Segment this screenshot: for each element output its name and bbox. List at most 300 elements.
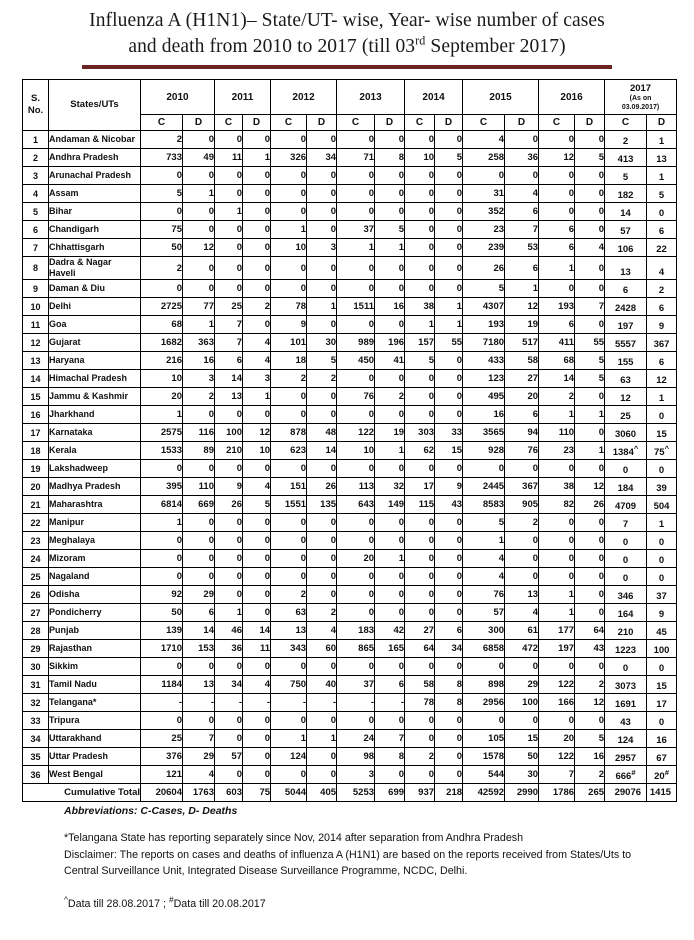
deaths-cell: 0 — [243, 221, 271, 239]
deaths-cell: 0 — [435, 167, 463, 185]
deaths-cell: 76 — [505, 442, 539, 460]
deaths-cell: 0 — [243, 203, 271, 221]
deaths-cell: 0 — [243, 460, 271, 478]
cases-cell: 0 — [271, 550, 307, 568]
cases-cell: 0 — [405, 460, 435, 478]
cases-cell: 0 — [215, 280, 243, 298]
row-state-name: Bihar — [49, 203, 141, 221]
cases-cell: 100 — [215, 424, 243, 442]
header-cases-2016: C — [539, 115, 575, 131]
deaths-cell: 2 — [575, 766, 605, 784]
cases-cell: 57 — [215, 748, 243, 766]
cases-cell: 71 — [337, 149, 375, 167]
deaths-cell: 0 — [435, 604, 463, 622]
deaths-cell: 0 — [307, 460, 337, 478]
deaths-cell: 4 — [505, 604, 539, 622]
deaths-cell: 0 — [243, 568, 271, 586]
cases-cell: 0 — [141, 532, 183, 550]
deaths-cell: 0 — [647, 203, 677, 221]
cases-cell: 1 — [539, 586, 575, 604]
cases-cell: 0 — [337, 316, 375, 334]
deaths-cell: 10 — [243, 442, 271, 460]
row-state-name: Maharashtra — [49, 496, 141, 514]
cases-cell: 0 — [405, 550, 435, 568]
deaths-cell: 40 — [307, 676, 337, 694]
deaths-cell: 58 — [505, 352, 539, 370]
deaths-cell: 0 — [183, 221, 215, 239]
cases-cell: 2445 — [463, 478, 505, 496]
header-serial-no-line1: S. — [31, 93, 40, 104]
cases-cell: 2 — [271, 586, 307, 604]
cases-cell: 0 — [141, 712, 183, 730]
deaths-cell: 0 — [243, 257, 271, 280]
table-row — [23, 149, 677, 167]
cases-cell: 184 — [605, 478, 647, 496]
cases-cell: 0 — [271, 568, 307, 586]
cases-cell: 376 — [141, 748, 183, 766]
cases-cell: 78 — [405, 694, 435, 712]
deaths-cell: 0 — [307, 280, 337, 298]
deaths-cell: 0 — [575, 167, 605, 185]
table-row — [23, 766, 677, 784]
deaths-cell: 0 — [575, 604, 605, 622]
total-deaths-cell: 265 — [575, 784, 605, 802]
deaths-cell: 0 — [435, 550, 463, 568]
cases-cell: 20 — [141, 388, 183, 406]
table-row — [23, 568, 677, 586]
deaths-cell: 0 — [183, 406, 215, 424]
table-row — [23, 550, 677, 568]
row-state-name: Pondicherry — [49, 604, 141, 622]
row-state-name: Karnataka — [49, 424, 141, 442]
deaths-cell: 19 — [375, 424, 405, 442]
row-serial-no: 25 — [23, 568, 49, 586]
cases-cell: 115 — [405, 496, 435, 514]
cases-cell: 326 — [271, 149, 307, 167]
cases-cell: 7180 — [463, 334, 505, 352]
row-serial-no: 1 — [23, 131, 49, 149]
table-row — [23, 496, 677, 514]
deaths-cell: 0 — [375, 167, 405, 185]
deaths-cell: 9 — [647, 604, 677, 622]
deaths-cell: 64 — [575, 622, 605, 640]
deaths-cell: 14 — [183, 622, 215, 640]
cases-cell: 2575 — [141, 424, 183, 442]
table-row — [23, 316, 677, 334]
cases-cell: 2 — [605, 131, 647, 149]
deaths-cell: 8 — [435, 676, 463, 694]
deaths-cell: 0 — [575, 221, 605, 239]
cases-cell: 2725 — [141, 298, 183, 316]
deaths-cell: 0 — [575, 514, 605, 532]
deaths-cell: 0 — [647, 568, 677, 586]
deaths-cell: 0 — [307, 712, 337, 730]
cases-cell: 0 — [337, 167, 375, 185]
deaths-cell: 4 — [307, 622, 337, 640]
cases-cell: 0 — [215, 239, 243, 257]
cases-cell: 544 — [463, 766, 505, 784]
deaths-cell: 0 — [183, 514, 215, 532]
deaths-cell: 0 — [575, 185, 605, 203]
row-serial-no: 19 — [23, 460, 49, 478]
deaths-cell: 12 — [183, 239, 215, 257]
total-cases-cell: 20604 — [141, 784, 183, 802]
row-state-name: Rajasthan — [49, 640, 141, 658]
cases-cell: 50 — [141, 239, 183, 257]
deaths-cell: 0 — [183, 280, 215, 298]
cases-cell: 1 — [271, 221, 307, 239]
cases-cell: 0 — [539, 514, 575, 532]
deaths-cell: 0 — [243, 730, 271, 748]
deaths-cell: 4 — [243, 478, 271, 496]
deaths-cell: 1 — [183, 316, 215, 334]
deaths-cell: 15 — [505, 730, 539, 748]
cases-cell: 14 — [539, 370, 575, 388]
deaths-cell: 1 — [307, 730, 337, 748]
cases-cell: 0 — [405, 221, 435, 239]
row-serial-no: 33 — [23, 712, 49, 730]
table-header — [23, 80, 677, 131]
header-deaths-2013: D — [375, 115, 405, 131]
deaths-cell: 517 — [505, 334, 539, 352]
deaths-cell: 0 — [435, 257, 463, 280]
deaths-cell: 6 — [647, 352, 677, 370]
deaths-cell: 20 — [505, 388, 539, 406]
deaths-cell: 53 — [505, 239, 539, 257]
deaths-cell: 0 — [375, 586, 405, 604]
header-year-2016: 2016 — [539, 80, 605, 115]
cases-cell: 5 — [405, 352, 435, 370]
cases-cell: 105 — [463, 730, 505, 748]
deaths-cell: 20# — [647, 766, 677, 784]
deaths-cell: 0 — [435, 131, 463, 149]
header-cases-2010: C — [141, 115, 183, 131]
deaths-cell: 0 — [307, 550, 337, 568]
deaths-cell: 0 — [575, 658, 605, 676]
cases-cell: 0 — [215, 185, 243, 203]
row-state-name: Meghalaya — [49, 532, 141, 550]
table-row — [23, 334, 677, 352]
cases-cell: 2 — [141, 131, 183, 149]
row-state-name: Tamil Nadu — [49, 676, 141, 694]
row-serial-no: 35 — [23, 748, 49, 766]
deaths-cell: 1 — [505, 280, 539, 298]
cases-cell: 0 — [337, 280, 375, 298]
deaths-cell: 0 — [575, 203, 605, 221]
cases-cell: 0 — [463, 460, 505, 478]
deaths-cell: 1 — [243, 388, 271, 406]
total-cases-cell: 42592 — [463, 784, 505, 802]
cases-cell: 0 — [337, 185, 375, 203]
cases-cell: 50 — [141, 604, 183, 622]
cases-cell: 6858 — [463, 640, 505, 658]
data-table-container — [0, 69, 694, 802]
cases-cell: 989 — [337, 334, 375, 352]
table-row — [23, 131, 677, 149]
deaths-cell: 196 — [375, 334, 405, 352]
cases-cell: 0 — [215, 406, 243, 424]
deaths-cell: 1 — [243, 149, 271, 167]
row-serial-no: 9 — [23, 280, 49, 298]
cases-cell: 0 — [605, 568, 647, 586]
cases-cell: 113 — [337, 478, 375, 496]
deaths-cell: 11 — [243, 640, 271, 658]
deaths-cell: 0 — [307, 568, 337, 586]
table-row — [23, 424, 677, 442]
row-state-name: Chandigarh — [49, 221, 141, 239]
cases-cell: 495 — [463, 388, 505, 406]
row-state-name: West Bengal — [49, 766, 141, 784]
deaths-cell: 0 — [435, 712, 463, 730]
header-deaths-2014: D — [435, 115, 463, 131]
cases-cell: 0 — [405, 388, 435, 406]
cases-cell: 0 — [463, 167, 505, 185]
cases-cell: 0 — [215, 712, 243, 730]
cases-cell: 0 — [405, 712, 435, 730]
cases-cell: 0 — [405, 730, 435, 748]
deaths-cell: 60 — [307, 640, 337, 658]
cases-cell: 4307 — [463, 298, 505, 316]
cases-cell: 20 — [337, 550, 375, 568]
cases-cell: 0 — [539, 658, 575, 676]
cases-cell: 64 — [405, 640, 435, 658]
deaths-cell: 0 — [375, 131, 405, 149]
cases-cell: 2956 — [463, 694, 505, 712]
deaths-cell: 0 — [243, 712, 271, 730]
table-row — [23, 442, 677, 460]
cases-cell: 2428 — [605, 298, 647, 316]
cases-cell: 300 — [463, 622, 505, 640]
cases-cell: 395 — [141, 478, 183, 496]
deaths-cell: 0 — [435, 532, 463, 550]
deaths-cell: 2 — [505, 514, 539, 532]
cases-cell: 0 — [539, 460, 575, 478]
row-state-name: Arunachal Pradesh — [49, 167, 141, 185]
cases-cell: 36 — [215, 640, 243, 658]
deaths-cell: 2 — [243, 298, 271, 316]
data-till-note — [64, 893, 668, 912]
cases-cell: 210 — [215, 442, 243, 460]
deaths-cell: 0 — [183, 167, 215, 185]
total-cases-cell: 5044 — [271, 784, 307, 802]
table-row — [23, 388, 677, 406]
deaths-cell: - — [183, 694, 215, 712]
cases-cell: 82 — [539, 496, 575, 514]
deaths-cell: 41 — [375, 352, 405, 370]
cases-cell: 413 — [605, 149, 647, 167]
deaths-cell: 0 — [375, 370, 405, 388]
deaths-cell: 0 — [307, 532, 337, 550]
cases-cell: 5 — [141, 185, 183, 203]
deaths-cell: 6 — [435, 622, 463, 640]
row-state-name: Telangana* — [49, 694, 141, 712]
deaths-cell: 19 — [505, 316, 539, 334]
cases-cell: 0 — [405, 658, 435, 676]
total-deaths-cell: 2990 — [505, 784, 539, 802]
deaths-cell: 0 — [243, 586, 271, 604]
deaths-cell: 0 — [575, 316, 605, 334]
deaths-cell: 6 — [183, 604, 215, 622]
cases-cell: 13 — [271, 622, 307, 640]
deaths-cell: 0 — [575, 568, 605, 586]
cases-cell: 0 — [337, 257, 375, 280]
cases-cell: 0 — [271, 203, 307, 221]
cases-cell: 0 — [539, 167, 575, 185]
deaths-cell: 12 — [647, 370, 677, 388]
deaths-cell: 0 — [307, 185, 337, 203]
cases-cell: 0 — [405, 370, 435, 388]
deaths-cell: 29 — [183, 748, 215, 766]
header-deaths-2012: D — [307, 115, 337, 131]
cases-cell: 5557 — [605, 334, 647, 352]
deaths-cell: 5 — [575, 730, 605, 748]
row-state-name: Manipur — [49, 514, 141, 532]
cases-cell: 27 — [405, 622, 435, 640]
deaths-cell: 2 — [647, 280, 677, 298]
deaths-cell: 0 — [435, 568, 463, 586]
cases-cell: 197 — [539, 640, 575, 658]
deaths-cell: 49 — [183, 149, 215, 167]
cases-cell: 1 — [215, 604, 243, 622]
deaths-cell: 26 — [575, 496, 605, 514]
cases-cell: 12 — [605, 388, 647, 406]
deaths-cell: 1 — [575, 406, 605, 424]
row-state-name: Himachal Pradesh — [49, 370, 141, 388]
deaths-cell: 34 — [435, 640, 463, 658]
title-line-2-before: and death from 2010 to 2017 (till 03 — [128, 36, 416, 57]
cases-cell: 12 — [539, 149, 575, 167]
deaths-cell: 0 — [375, 203, 405, 221]
header-states-uts: States/UTs — [49, 80, 141, 131]
deaths-cell: 110 — [183, 478, 215, 496]
cases-cell: 0 — [215, 167, 243, 185]
row-serial-no: 6 — [23, 221, 49, 239]
deaths-cell: 4 — [575, 239, 605, 257]
row-serial-no: 2 — [23, 149, 49, 167]
disclaimer-note: Disclaimer: The reports on cases and deaths of influenza A (H1N1) are based on the reports received from States/Uts to Central Surveillance Unit, Integrated Disease Surveillance Programme, NCDC, Delhi. — [64, 848, 632, 877]
deaths-cell: 0 — [435, 766, 463, 784]
cases-cell: 24 — [337, 730, 375, 748]
deaths-cell: 0 — [243, 550, 271, 568]
cases-cell: 9 — [271, 316, 307, 334]
cases-cell: 352 — [463, 203, 505, 221]
cases-cell: 14 — [605, 203, 647, 221]
row-serial-no: 8 — [23, 257, 49, 280]
row-serial-no: 32 — [23, 694, 49, 712]
row-serial-no: 13 — [23, 352, 49, 370]
cases-cell: 7 — [215, 316, 243, 334]
cases-cell: 20 — [539, 730, 575, 748]
row-serial-no: 23 — [23, 532, 49, 550]
cases-cell: 346 — [605, 586, 647, 604]
cases-cell: 68 — [539, 352, 575, 370]
table-row — [23, 514, 677, 532]
deaths-cell: 1 — [435, 316, 463, 334]
deaths-cell: 0 — [243, 406, 271, 424]
deaths-cell: 0 — [243, 514, 271, 532]
deaths-cell: 0 — [243, 167, 271, 185]
deaths-cell: 7 — [183, 730, 215, 748]
cases-cell: 0 — [141, 550, 183, 568]
cases-cell: 0 — [405, 406, 435, 424]
cases-cell: 1384^ — [605, 442, 647, 460]
cases-cell: 3565 — [463, 424, 505, 442]
deaths-cell: 5 — [435, 149, 463, 167]
cases-cell: 0 — [539, 203, 575, 221]
row-state-name: Assam — [49, 185, 141, 203]
cases-cell: 0 — [141, 658, 183, 676]
deaths-cell: 5 — [575, 370, 605, 388]
deaths-cell: 12 — [575, 478, 605, 496]
row-serial-no: 34 — [23, 730, 49, 748]
deaths-cell: 100 — [647, 640, 677, 658]
row-serial-no: 7 — [23, 239, 49, 257]
deaths-cell: 0 — [375, 257, 405, 280]
deaths-cell: 43 — [575, 640, 605, 658]
deaths-cell: 905 — [505, 496, 539, 514]
cases-cell: 0 — [141, 203, 183, 221]
cases-cell: 411 — [539, 334, 575, 352]
deaths-cell: 0 — [505, 550, 539, 568]
cases-cell: 5 — [463, 514, 505, 532]
cases-cell: 3 — [337, 766, 375, 784]
cases-cell: 0 — [405, 604, 435, 622]
deaths-cell: 0 — [435, 239, 463, 257]
deaths-cell: 0 — [375, 568, 405, 586]
header-deaths-2010: D — [183, 115, 215, 131]
deaths-cell: 61 — [505, 622, 539, 640]
cases-cell: 23 — [463, 221, 505, 239]
cases-cell: 0 — [405, 131, 435, 149]
deaths-cell: 55 — [575, 334, 605, 352]
cases-cell: 164 — [605, 604, 647, 622]
row-serial-no: 3 — [23, 167, 49, 185]
cases-cell: 17 — [405, 478, 435, 496]
table-row — [23, 712, 677, 730]
deaths-cell: 0 — [307, 257, 337, 280]
deaths-cell: 0 — [243, 658, 271, 676]
cases-cell: 0 — [141, 460, 183, 478]
header-year-2017-label: 2017 — [629, 82, 652, 94]
cases-cell: - — [271, 694, 307, 712]
row-state-name: Mizoram — [49, 550, 141, 568]
deaths-cell: 4 — [243, 676, 271, 694]
deaths-cell: 15 — [435, 442, 463, 460]
deaths-cell: 27 — [505, 370, 539, 388]
cases-cell: 122 — [539, 676, 575, 694]
cases-cell: 0 — [215, 550, 243, 568]
header-year-2017 — [605, 80, 677, 115]
deaths-cell: 0 — [307, 203, 337, 221]
deaths-cell: 29 — [183, 586, 215, 604]
cases-cell: 6 — [605, 280, 647, 298]
cases-cell: 37 — [337, 676, 375, 694]
cases-cell: 0 — [215, 514, 243, 532]
deaths-cell: 0 — [435, 514, 463, 532]
deaths-cell: 0 — [183, 257, 215, 280]
deaths-cell: 2 — [183, 388, 215, 406]
deaths-cell: 0 — [575, 532, 605, 550]
deaths-cell: 0 — [307, 586, 337, 604]
table-row — [23, 460, 677, 478]
cases-cell: 124 — [605, 730, 647, 748]
footnotes-section — [0, 802, 694, 912]
header-row-years — [23, 80, 677, 115]
deaths-cell: 15 — [647, 424, 677, 442]
data-till-caret-text: Data till 28.08.2017 ; — [67, 897, 169, 910]
cases-cell: 7 — [539, 766, 575, 784]
cases-cell: 0 — [337, 406, 375, 424]
